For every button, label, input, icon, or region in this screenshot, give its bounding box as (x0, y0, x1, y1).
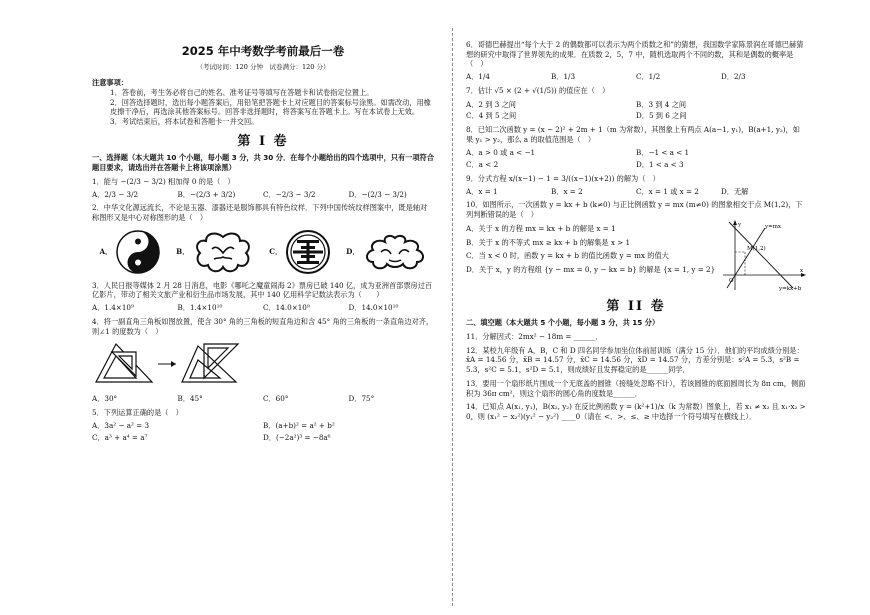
question-10-body (466, 220, 806, 292)
option-c: C．x = 1 或 x = 2 (636, 186, 699, 196)
option-d: D．2/3 (721, 72, 746, 82)
ruyi-pattern-icon (363, 232, 427, 272)
figure-c (269, 229, 331, 275)
option-a: A．2 到 3 之间 (466, 99, 516, 109)
figure-a (99, 229, 161, 275)
option-a: A．3a² − a² = 3 (92, 421, 150, 431)
question-8: 8．已知二次函数 y = (x − 2)² + 2m + 1（m 为常数），其图象上有两点 A(a−1, y₁)，B(a+1, y₂)，如果 y₁ > y₂，那么 a 的取值范围是（ ） (466, 125, 800, 144)
option-c: C．4 到 5 之间 (466, 111, 517, 121)
option-d: D．1 < a < 3 (636, 160, 684, 170)
option-d: D．−(2/3 − 3/2) (348, 189, 407, 199)
option-c: C．60° (263, 394, 289, 404)
point-m-label: M(1,2) (747, 245, 766, 252)
option-b: B．−1 < a < 1 (636, 148, 690, 158)
angle-1-label: 1 (202, 371, 206, 379)
option-d: D．75° (348, 394, 375, 404)
option-a: A．1.4×10⁹ (92, 303, 134, 313)
question-2: 2．中华文化源远流长，不论是玉器、漆器还是服饰都具有特色纹样．下列中国传统纹样图案中，既是轴对称图形又是中心对称图形的是（ ） (92, 203, 428, 223)
question-11: 11．分解因式：2mx² − 18m = ______． (466, 332, 603, 342)
origin-label: O (729, 277, 734, 284)
question-4: 4．将一副直角三角板如图放置，使含 30° 角的三角板的短直角边和含 45° 角的三角板的一条直角边对齐，则∠1 的度数为（ ） (92, 316, 434, 336)
question-7-options (466, 98, 806, 121)
question-3: 3．人民日报等媒体 2 月 28 日消息，电影《哪吒之魔童闹海 2》票房已破 140 亿，成为亚洲首部票房过百亿影片，带动了相关文旅产业和衍生品市场发展，其中 140 亿用科学记数法表示为（ ） (92, 280, 433, 300)
option-a: A．30° (92, 394, 118, 404)
y-axis-label: y (738, 221, 742, 228)
figure-a-label: A． (99, 246, 113, 256)
notes-heading: 注意事项： (92, 78, 128, 88)
option-a: A．1/4 (466, 72, 490, 82)
question-10-options (466, 220, 721, 292)
option-b: B．−(2/3 + 3/2) (177, 189, 236, 199)
figure-c-label: C． (269, 246, 283, 256)
option-b: B．3 到 4 之间 (636, 99, 687, 109)
question-8-options (466, 146, 806, 169)
option-c: C．1/2 (636, 72, 661, 82)
option-b: B．关于 x 的不等式 mx ≥ kx + b 的解集是 x > 1 (466, 237, 631, 247)
right-column (466, 40, 806, 422)
cloud-pattern-icon (192, 229, 254, 275)
question-6: 6．哥德巴赫提出“每个大于 2 的偶数都可以表示为两个质数之和”的猜想，我国数学家陈景润在哥德巴赫猜想的研究中取得了世界领先的成果．在质数 2，5，7 中，随机选取两个不同的数，其和是偶数的概率是（ ） (466, 40, 804, 69)
yin-yang-icon (115, 229, 161, 275)
triangle-rulers-figure (92, 338, 242, 388)
question-4-options (92, 394, 434, 404)
question-1: 1．能与 −(2/3 − 3/2) 相加得 0 的是（ ） (92, 176, 235, 186)
note-item: 1．答卷前，考生务必将自己的姓名、准考证号等填写在答题卡和试卷指定位置上。 (110, 88, 374, 97)
option-b: B．1.4×10¹⁰ (177, 303, 223, 313)
option-b: B．1/3 (551, 72, 576, 82)
shou-pattern-icon (285, 229, 331, 275)
volume-2-heading: 第 II 卷 (606, 298, 666, 314)
option-c: C．a³ + a⁴ = a⁷ (92, 433, 148, 443)
option-a: A．a > 0 或 a < −1 (466, 148, 536, 158)
question-2-figures (92, 227, 434, 277)
question-12: 12．某校九年级有 A，B，C 和 D 四名同学参加坐位体前屈训练（满分 15 分）．他们的平均成绩分别是：x̄A = 14.56 分，x̄B = 14.57 分，x̄C = 14.56 分，x̄D = 14.57 分，方差分别是：s²A = 5.3，s²B = 5.3，s²C = 5.1，s²D = 5.1，则成绩好且发挥稳定的是______同学． (466, 345, 804, 375)
exam-subtitle: （考试时间：120 分钟 试卷满分：120 分） (196, 62, 330, 71)
line-mx-label: y=mx (765, 223, 782, 230)
option-b: B．x = 2 (551, 186, 583, 196)
column-divider (452, 28, 453, 606)
question-9: 9．分式方程 x/(x−1) − 1 = 3/((x−1)(x+2)) 的解为（ ） (466, 173, 660, 183)
x-axis-label: x (800, 267, 804, 274)
option-b: B．45° (177, 394, 203, 404)
option-b: B．(a+b)² = a² + b² (263, 421, 335, 431)
question-1-options (92, 190, 434, 200)
figure-d-label: D． (346, 246, 360, 256)
option-a: A．x = 1 (466, 186, 498, 196)
option-d: D．无解 (721, 186, 749, 196)
question-3-options (92, 303, 434, 313)
figure-d (346, 232, 426, 272)
question-6-options (466, 72, 806, 82)
section-2-heading: 二、填空题（本大题共 5 个小题，每小题 3 分，共 15 分） (466, 318, 660, 328)
question-10: 10．如图所示，一次函数 y = kx + b (k≠0) 与正比例函数 y = mx (m≠0) 的图象相交于点 M(1,2)，下列判断错误的是（ ） (466, 200, 803, 220)
option-c: C．当 x < 0 时，函数 y = kx + b 的值比函数 y = mx 的值大 (466, 251, 669, 261)
option-d: D．关于 x，y 的方程组 {y − mx = 0, y − kx = b} 的解是 {x = 1, y = 2} (466, 264, 716, 274)
note-item: 3．考试结束后，将本试卷和答题卡一并交回。 (110, 117, 259, 127)
question-7: 7．估计 √5 × (2 + √(1/5)) 的值应在（ ） (466, 85, 610, 95)
option-c: C．a < 2 (466, 160, 499, 170)
exam-title: 2025 年中考数学考前最后一卷 (181, 44, 345, 58)
question-9-options (466, 187, 806, 197)
figure-b-label: B． (176, 246, 190, 256)
option-d: D．5 到 6 之间 (636, 111, 687, 121)
linear-functions-graph (721, 220, 806, 292)
note-item: 2．回答选择题时，选出每小题答案后，用铅笔把答题卡上对应题目的答案标号涂黑。如需改动，用橡皮擦干净后，再选涂其他答案标号。回答非选择题时，将答案写在答题卡上。写在本试卷上无效。 (110, 97, 431, 117)
question-13: 13．要用一个扇形纸片围成一个无底盖的圆锥（接缝处忽略不计），若该圆锥的底面圆周长为 8π cm，侧面积为 36π cm²，则这个扇形的圆心角的度数是______． (466, 378, 806, 398)
volume-1-heading: 第 I 卷 (237, 133, 289, 149)
option-a: A．2/3 − 3/2 (92, 189, 139, 199)
option-c: C．14.0×10⁹ (263, 303, 310, 313)
question-5-options (92, 419, 434, 442)
option-d: D．14.0×10¹⁰ (348, 303, 399, 313)
figure-b (176, 229, 254, 275)
option-d: D．(−2a²)³ = −8a⁶ (263, 433, 331, 443)
line-kxb-label: y=kx+b (779, 285, 802, 292)
option-a: A．关于 x 的方程 mx = kx + b 的解是 x = 1 (466, 223, 616, 233)
left-column (92, 30, 434, 443)
section-1-heading: 一、选择题（本大题共 10 个小题，每小题 3 分，共 30 分．在每个小题给出的四个选项中，只有一项符合题目要求，请选出并在答题卡上将该项涂黑） (92, 153, 434, 173)
question-14: 14．已知点 A(x₁, y₁)，B(x₂, y₂) 在反比例函数 y = (k²+1)/x（k 为常数）图象上，若 x₁ ≠ x₂ 且 x₁·x₂ > 0，则 (x₁² − x₂²)(y₁² − y₂²) ____0（请在 <、>、≤、≥ 中选择一个符号填写在横线上）． (466, 402, 806, 422)
option-c: C．−2/3 − 3/2 (263, 189, 316, 199)
question-5: 5．下列运算正确的是（ ） (92, 407, 183, 417)
